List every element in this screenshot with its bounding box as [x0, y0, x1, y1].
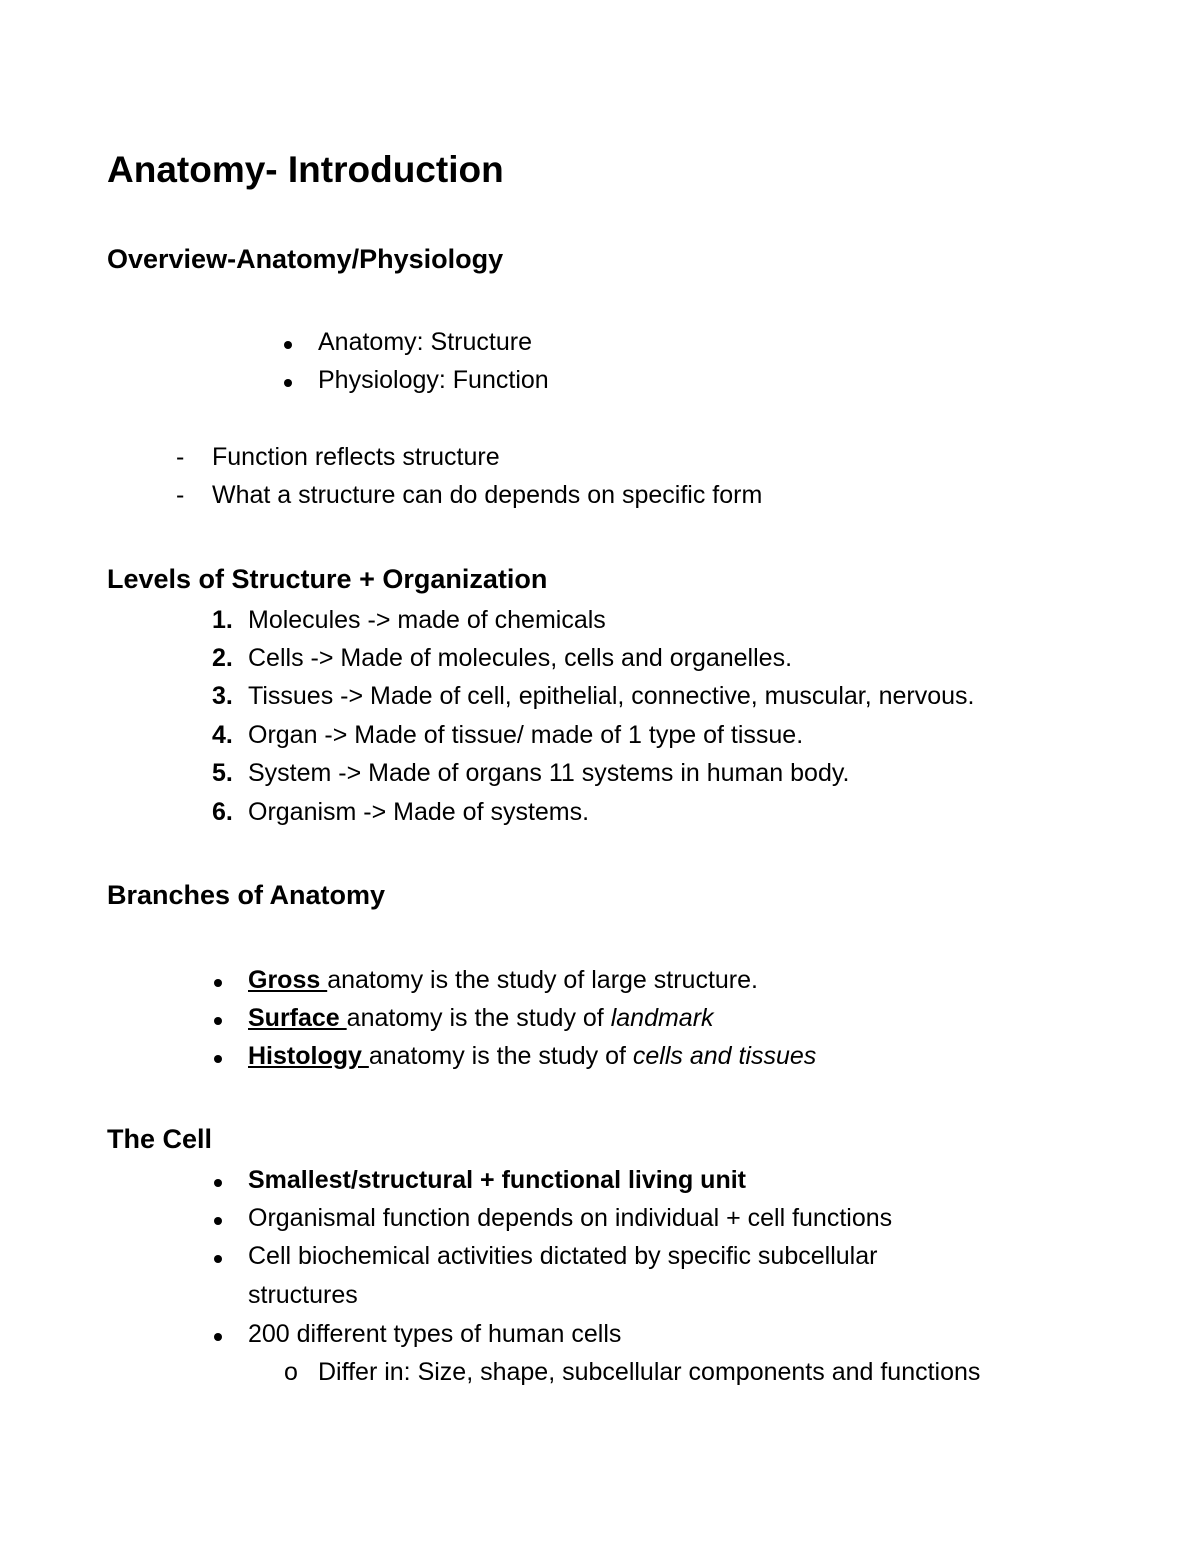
branch-emph: large structure. [591, 966, 758, 994]
branch-term: Histology [248, 1042, 369, 1070]
bullet-icon [214, 1055, 222, 1063]
cell-item-2: Organismal function depends on individual + cell functions [248, 1204, 893, 1232]
list-number: 2. [212, 644, 233, 672]
levels-heading: Levels of Structure + Organization [107, 564, 548, 594]
dash-marker: - [176, 481, 185, 509]
bullet-icon [214, 1333, 222, 1341]
cell-item-bold: Smallest/structural + functional living unit [248, 1166, 746, 1194]
branch-term: Gross [248, 966, 328, 994]
overview-bullet-1: Anatomy: Structure [318, 328, 532, 356]
list-number: 4. [212, 721, 233, 749]
cell-item-3-cont: structures [248, 1281, 358, 1309]
bullet-icon [284, 379, 292, 387]
level-item-4: Organ -> Made of tissue/ made of 1 type of tissue. [248, 721, 804, 749]
level-item-1: Molecules -> made of chemicals [248, 606, 606, 634]
cell-item-4: 200 different types of human cells [248, 1320, 622, 1348]
overview-heading: Overview-Anatomy/Physiology [107, 244, 504, 274]
branch-emph: cells and tissues [632, 1042, 817, 1070]
cell-heading: The Cell [107, 1124, 213, 1154]
list-number: 3. [212, 682, 233, 710]
branch-item-gross [248, 966, 758, 995]
cell-item-3: Cell biochemical activities dictated by specific subcellular [248, 1242, 878, 1270]
bullet-icon [214, 1179, 222, 1187]
sub-bullet-marker: o [284, 1358, 298, 1386]
overview-bullet-2: Physiology: Function [318, 366, 549, 394]
branch-text: anatomy is the study of [368, 1042, 633, 1070]
bullet-icon [214, 1017, 222, 1025]
branch-emph: landmark [610, 1004, 714, 1032]
level-item-6: Organism -> Made of systems. [248, 798, 590, 826]
branches-heading: Branches of Anatomy [107, 880, 386, 910]
branch-text: anatomy is the study of [346, 1004, 611, 1032]
cell-sub-item: Differ in: Size, shape, subcellular components and functions [318, 1358, 981, 1386]
overview-dash-1: Function reflects structure [212, 443, 500, 471]
branch-item-histology [248, 1042, 816, 1071]
branch-text: anatomy is the study of [327, 966, 592, 994]
branch-item-surface [248, 1004, 714, 1033]
list-number: 5. [212, 759, 233, 787]
level-item-2: Cells -> Made of molecules, cells and organelles. [248, 644, 793, 672]
list-number: 1. [212, 606, 233, 634]
bullet-icon [214, 1255, 222, 1263]
level-item-3: Tissues -> Made of cell, epithelial, connective, muscular, nervous. [248, 682, 975, 710]
bullet-icon [214, 979, 222, 987]
overview-dash-2: What a structure can do depends on specific form [212, 481, 763, 509]
branch-term: Surface [248, 1004, 347, 1032]
level-item-5: System -> Made of organs 11 systems in human body. [248, 759, 850, 787]
bullet-icon [284, 341, 292, 349]
dash-marker: - [176, 443, 185, 471]
bullet-icon [214, 1217, 222, 1225]
list-number: 6. [212, 798, 233, 826]
page-title: Anatomy- Introduction [107, 149, 504, 190]
